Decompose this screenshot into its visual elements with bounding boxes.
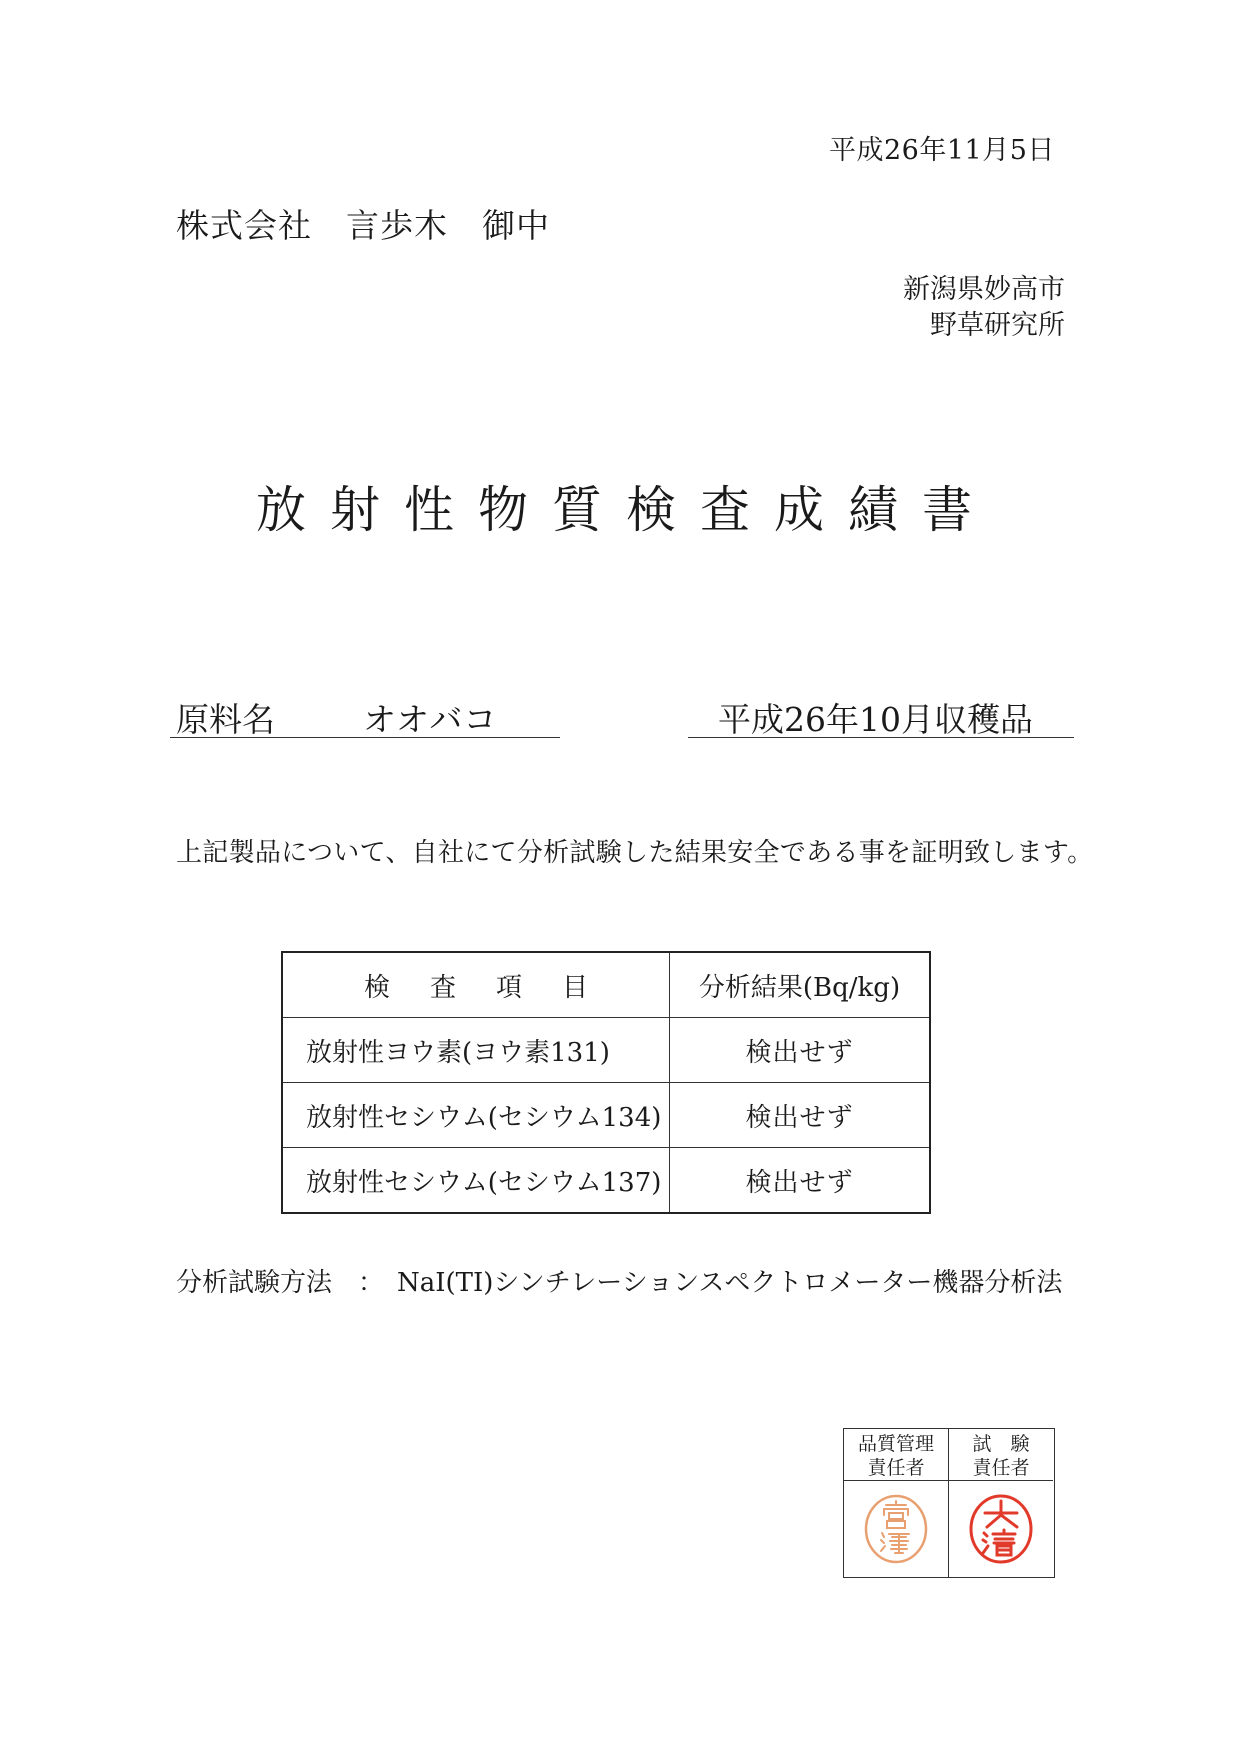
table-row [282, 1148, 930, 1214]
test-item: 放射性ヨウ素(ヨウ素131) [282, 1018, 670, 1083]
material-label: 原料名 [176, 700, 275, 739]
sender-name: 野草研究所 [930, 310, 1065, 341]
test-result: 検出せず [670, 1148, 931, 1214]
test-manager-column [949, 1429, 1053, 1577]
test-item: 放射性セシウム(セシウム137) [282, 1148, 670, 1214]
quality-manager-column [844, 1429, 949, 1577]
header-item: 検 査 項 目 [282, 952, 670, 1018]
table-row [282, 1018, 930, 1083]
header-result: 分析結果(Bq/kg) [670, 952, 931, 1018]
table-row [282, 1083, 930, 1148]
issue-date: 平成26年11月5日 [829, 135, 1055, 166]
sender [903, 272, 1065, 344]
harvest-info: 平成26年10月収穫品 [718, 700, 1033, 739]
quality-seal-stamp [862, 1493, 930, 1565]
material-value: オオバコ [363, 700, 498, 739]
test-seal-stamp [967, 1493, 1035, 1565]
approval-stamps [843, 1428, 1055, 1578]
test-result: 検出せず [670, 1083, 931, 1148]
analysis-method: 分析試験方法 ： NaI(TI)シンチレーションスペクトロメーター機器分析法 [176, 1268, 1063, 1298]
test-manager-label: 試 験 責任者 [949, 1429, 1053, 1481]
results-table [281, 951, 931, 1214]
test-result: 検出せず [670, 1018, 931, 1083]
quality-seal-glyphs [881, 1501, 909, 1553]
test-item: 放射性セシウム(セシウム134) [282, 1083, 670, 1148]
certification-statement: 上記製品について、自社にて分析試験した結果安全である事を証明致します。 [176, 838, 1094, 868]
recipient: 株式会社 言歩木 御中 [176, 206, 550, 245]
test-seal-glyphs [983, 1501, 1017, 1555]
sender-address: 新潟県妙高市 [903, 274, 1065, 305]
table-header-row [282, 952, 930, 1018]
quality-manager-label: 品質管理 責任者 [844, 1429, 948, 1481]
document-title: 放射性物質検査成績書 [256, 481, 996, 539]
